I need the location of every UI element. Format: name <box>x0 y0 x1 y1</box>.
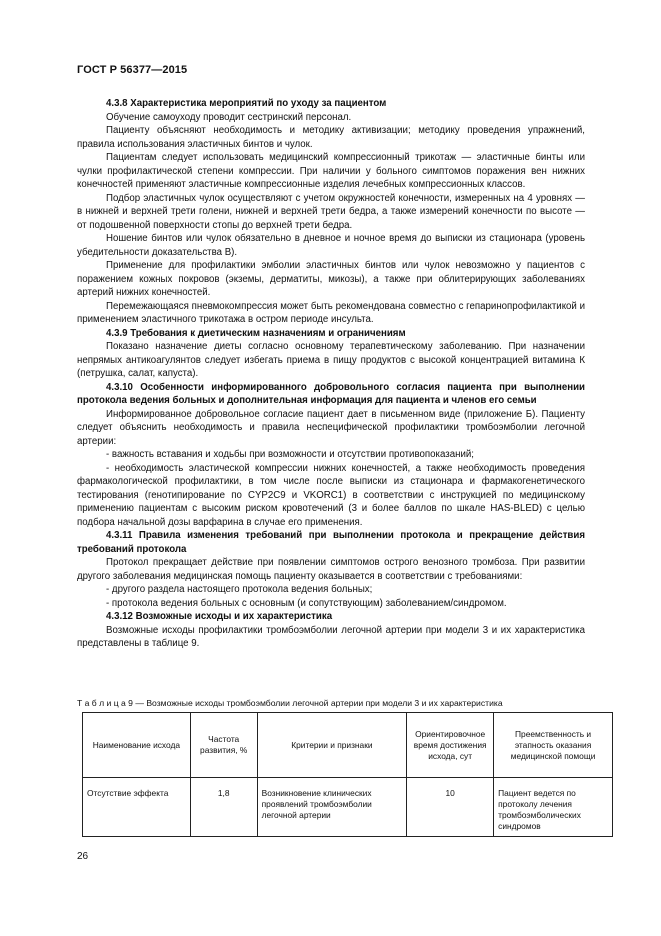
paragraph: Протокол прекращает действие при появлении симптомов острого венозного тромбоза. При развитии другого заболевания медицинская помощь пациенту оказывается в соответствии с требованиями: <box>77 557 585 582</box>
document-body <box>77 97 585 651</box>
paragraph: Обучение самоуходу проводит сестринский персонал. <box>106 111 352 123</box>
section-heading: 4.3.9 Требования к диетическим назначениям и ограничениям <box>106 327 406 339</box>
paragraph: - необходимость эластической компрессии нижних конечностей, а также необходимость проведения фармакологической профилактики, в том числе после выписки из стационара и фармакогенетического тестирования (генотипирование по CYP2C9 и VKORC1) в соответствии с инструкцией по медицинскому применению пациентам с высоким риском кровотечений (3 и более баллов по шкале HAS-BLED) с целью подбора начальной дозы варфарина в случае его применения. <box>77 462 585 528</box>
page-number: 26 <box>77 851 89 862</box>
table-row <box>83 778 613 837</box>
paragraph: - протокола ведения больных с основным (и сопутствующим) заболеванием/синдромом. <box>106 597 507 609</box>
paragraph: Пациенту объясняют необходимость и методику активизации; методику проведения упражнений, правила использования эластичных бинтов и чулок. <box>77 125 585 150</box>
cell-continuity: Пациент ведется по протоколу лечения тромбоэмболических синдромов <box>494 778 613 837</box>
paragraph: Подбор эластичных чулок осуществляют с учетом окружностей конечности, измеренных на 4 уровнях — в нижней и верхней трети голени, нижней и верхней трети бедра, а также измерений конечности по высоте — от подошвенной поверхности стопы до верхней трети бедра. <box>77 192 585 231</box>
paragraph: Пациентам следует использовать медицинский компрессионный трикотаж — эластичные бинты или чулки профилактической степени компрессии. При наличии у больного симптомов поражения вен нижних конечностей применяют эластичные компрессионные изделия лечебных компрессионных классов. <box>77 152 585 190</box>
paragraph: Возможные исходы профилактики тромбоэмболии легочной артерии при модели 3 и их характеристика представлены в таблице 9. <box>77 624 585 649</box>
header-outcome-name: Наименование исхода <box>83 713 191 778</box>
paragraph: - важность вставания и ходьбы при возможности и отсутствии противопоказаний; <box>106 449 474 460</box>
section-heading: 4.3.11 Правила изменения требований при выполнении протокола и прекращение действия требований протокола <box>77 530 585 555</box>
header-continuity: Преемственность и этапность оказания медицинской помощи <box>494 713 613 778</box>
paragraph: Показано назначение диеты согласно основному терапевтическому заболеванию. При назначении непрямых антикоагулянтов следует избегать приема в пищу продуктов с высокой концентрацией витамина К (петрушка, салат, капуста). <box>77 341 585 379</box>
table-caption: Т а б л и ц а 9 — Возможные исходы тромбоэмболии легочной артерии при модели 3 и их характеристика <box>77 698 503 708</box>
cell-criteria: Возникновение клинических проявлений тромбоэмболии легочной артерии <box>257 778 407 837</box>
paragraph: Ношение бинтов или чулок обязательно в дневное и ночное время до выписки из стационара (уровень убедительности доказательства В). <box>77 233 585 258</box>
paragraph: - другого раздела настоящего протокола ведения больных; <box>106 584 373 595</box>
header-frequency: Частота развития, % <box>190 713 257 778</box>
outcomes-table <box>82 712 613 837</box>
paragraph: Применение для профилактики эмболии эластичных бинтов или чулок невозможно у пациентов с поражением кожных покровов (экземы, дерматиты, микозы), а также при облитерирующих заболеваниях артерий нижних конечностей. <box>77 260 585 298</box>
cell-time: 10 <box>407 778 494 837</box>
cell-outcome-name: Отсутствие эффекта <box>83 778 191 837</box>
table-header-row <box>83 713 613 778</box>
paragraph: Информированное добровольное согласие пациент дает в письменном виде (приложение Б). Пациенту следует объяснить необходимость и правила неспецифической профилактики тромбоэмболии легочной артерии: <box>77 408 585 447</box>
document-header: ГОСТ Р 56377—2015 <box>77 64 188 76</box>
section-heading: 4.3.12 Возможные исходы и их характеристика <box>106 611 333 622</box>
header-time: Ориентировочное время достижения исхода, сут <box>407 713 494 778</box>
section-heading: 4.3.8 Характеристика мероприятий по уходу за пациентом <box>106 98 387 109</box>
section-heading: 4.3.10 Особенности информированного добровольного согласия пациента при выполнении протокола ведения больных и дополнительная информация для пациента и членов его семьи <box>77 381 585 406</box>
header-criteria: Критерии и признаки <box>257 713 407 778</box>
cell-frequency: 1,8 <box>190 778 257 837</box>
paragraph: Перемежающаяся пневмокомпрессия может быть рекомендована совместно с гепаринопрофилактикой и применением эластичного трикотажа в остром периоде инсульта. <box>77 300 585 325</box>
